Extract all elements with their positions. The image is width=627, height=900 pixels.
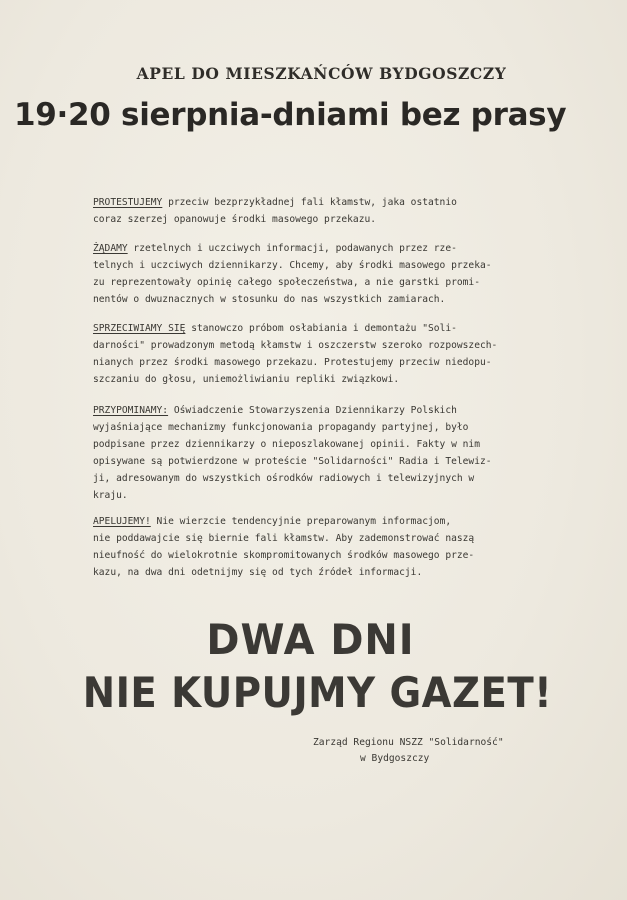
paragraph-line: Oświadczenie Stowarzyszenia Dziennikarzy Polskich	[168, 405, 457, 416]
paragraph-line: opisywane są potwierdzone w proteście "Solidarności" Radia i Telewiz-	[93, 456, 492, 467]
paragraph-line: stanowczo próbom osłabiania i demontażu "Soli-	[185, 323, 457, 334]
paragraph-keyword: PRZYPOMINAMY:	[93, 405, 169, 416]
paragraph-line: nie poddawajcie się biernie fali kłamstw. Aby zademonstrować naszą	[93, 533, 475, 544]
paragraph-line: nentów o dwuznacznych w stosunku do nas wszystkich zamiarach.	[93, 294, 446, 305]
paragraph-line: wyjaśniające mechanizmy funkcjonowania propagandy partyjnej, było	[93, 422, 469, 433]
appeal-title: APEL DO MIESZKAŃCÓW BYDGOSZCZY	[136, 64, 507, 83]
paragraph-line: kraju.	[93, 490, 128, 501]
paragraph-line: rzetelnych i uczciwych informacji, podawanych przez rze-	[127, 243, 457, 254]
paragraph-demand	[93, 240, 563, 308]
signature-organization: Zarząd Regionu NSZZ "Solidarność"	[313, 737, 504, 748]
paragraph-line: zu reprezentowały opinię całego społeczeństwa, a nie garstki promi-	[93, 277, 480, 288]
paragraph-line: kazu, na dwa dni odetnijmy się od tych źródeł informacji.	[93, 567, 423, 578]
slogan-dont-buy-newspapers: NIE KUPUJMY GAZET!	[82, 668, 553, 717]
paragraph-appeal	[93, 513, 563, 581]
main-headline: 19·20 sierpnia-dniami bez prasy	[14, 97, 567, 133]
paragraph-line: Nie wierzcie tendencyjnie preparowanym informacjom,	[150, 516, 452, 527]
paragraph-line: coraz szerzej opanowuje środki masowego przekazu.	[93, 214, 377, 225]
paragraph-line: szczaniu do głosu, uniemożliwianiu repliki związkowi.	[93, 374, 400, 385]
signature-city: w Bydgoszczy	[360, 753, 430, 764]
slogan-two-days: DWA DNI	[206, 615, 415, 664]
paragraph-line: darności" prowadzonym metodą kłamstw i oszczerstw szeroko rozpowszech-	[93, 340, 498, 351]
paragraph-line: przeciw bezprzykładnej fali kłamstw, jaka ostatnio	[162, 197, 457, 208]
paragraph-line: podpisane przez dziennikarzy o nieposzlakowanej opinii. Fakty w nim	[93, 439, 480, 450]
paragraph-line: ji, adresowanym do wszystkich ośrodków radiowych i telewizyjnych w	[93, 473, 475, 484]
paragraph-line: nianych przez środki masowego przekazu. Protestujemy przeciw niedopu-	[93, 357, 492, 368]
paragraph-protest	[93, 194, 563, 228]
paragraph-keyword: ŻĄDAMY	[93, 243, 128, 254]
paragraph-keyword: SPRZECIWIAMY SIĘ	[93, 323, 186, 334]
paragraph-remind	[93, 402, 563, 504]
paragraph-keyword: PROTESTUJEMY	[93, 197, 163, 208]
paragraph-line: nieufność do wielokrotnie skompromitowanych środków masowego prze-	[93, 550, 475, 561]
paragraph-oppose	[93, 320, 563, 388]
paragraph-keyword: APELUJEMY!	[93, 516, 151, 527]
paragraph-line: telnych i uczciwych dziennikarzy. Chcemy, aby środki masowego przeka-	[93, 260, 492, 271]
